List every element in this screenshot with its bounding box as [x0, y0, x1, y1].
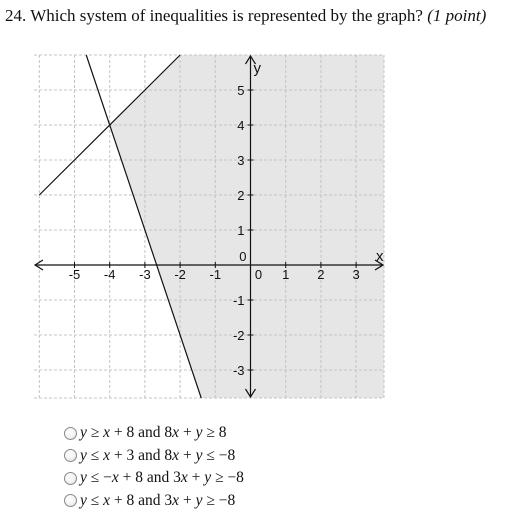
math-variable: y: [80, 446, 87, 464]
answer-choice-1[interactable]: [64, 422, 244, 445]
x-tick-label: 0: [254, 267, 263, 282]
math-text: ≥ −8: [202, 491, 236, 509]
answer-choice-4[interactable]: [64, 490, 244, 513]
math-text: ≥: [86, 424, 104, 442]
math-text: ≥ 8: [202, 424, 227, 442]
math-variable: x: [111, 469, 119, 487]
math-text: +: [179, 424, 196, 442]
math-variable: x: [172, 491, 180, 509]
math-text: +: [179, 446, 196, 464]
x-tick-label: -1: [209, 267, 222, 282]
math-variable: y: [195, 491, 203, 509]
math-variable: x: [103, 446, 111, 464]
math-variable: y: [204, 469, 212, 487]
answer-choice-3[interactable]: [64, 467, 244, 490]
math-text: + 8 and 3: [118, 469, 181, 487]
x-tick-label: 3: [352, 267, 360, 282]
radio-button[interactable]: [64, 427, 77, 440]
x-tick-label: 2: [317, 267, 325, 282]
y-tick-label: 3: [237, 153, 245, 168]
math-variable: y: [80, 469, 87, 487]
math-text: + 8 and 3: [110, 491, 173, 509]
math-variable: y: [195, 424, 203, 442]
math-text: ≥ −8: [211, 469, 244, 487]
y-tick-label: -1: [232, 293, 245, 308]
y-tick-label: 5: [237, 83, 245, 98]
x-tick-label: -5: [68, 267, 81, 282]
y-tick-label: 2: [237, 188, 245, 203]
math-text: ≤ −8: [202, 446, 236, 464]
y-tick-label: 1: [237, 223, 245, 238]
math-variable: x: [103, 424, 111, 442]
y-tick-label: -3: [232, 363, 245, 378]
radio-button[interactable]: [64, 472, 77, 485]
answer-choice-text: [80, 424, 226, 442]
question-prompt: Which system of inequalities is represented by the graph?: [30, 6, 423, 25]
math-text: + 8 and 8: [110, 424, 173, 442]
answer-choice-2[interactable]: [64, 445, 244, 468]
x-tick-label: -3: [139, 267, 151, 282]
question-points: (1 point): [427, 6, 487, 25]
y-tick-label: -2: [232, 328, 245, 343]
answer-choices: [64, 422, 244, 512]
math-text: ≤: [86, 446, 104, 464]
math-variable: y: [80, 491, 87, 509]
math-variable: x: [172, 446, 180, 464]
y-tick-label: 0: [239, 249, 247, 264]
y-axis-label: y: [253, 60, 261, 77]
x-tick-label: -2: [174, 267, 186, 282]
math-variable: y: [80, 424, 87, 442]
radio-button[interactable]: [64, 449, 77, 462]
x-tick-label: 1: [282, 267, 290, 282]
y-tick-label: 4: [237, 118, 245, 133]
math-text: +: [179, 491, 196, 509]
math-variable: x: [103, 491, 111, 509]
math-text: ≤ −: [86, 469, 112, 487]
math-text: ≤: [86, 491, 104, 509]
answer-choice-text: [80, 447, 235, 465]
x-axis-label: x: [376, 248, 384, 265]
shaded-solution-region: [110, 55, 384, 398]
answer-choice-text: [80, 492, 235, 510]
math-text: +: [187, 469, 205, 487]
math-text: + 3 and 8: [110, 446, 173, 464]
math-variable: x: [172, 424, 180, 442]
radio-button[interactable]: [64, 494, 77, 507]
math-variable: x: [180, 469, 188, 487]
question-number: 24.: [5, 6, 27, 25]
math-variable: y: [195, 446, 203, 464]
x-tick-label: -4: [103, 267, 116, 282]
answer-choice-text: [80, 469, 244, 487]
